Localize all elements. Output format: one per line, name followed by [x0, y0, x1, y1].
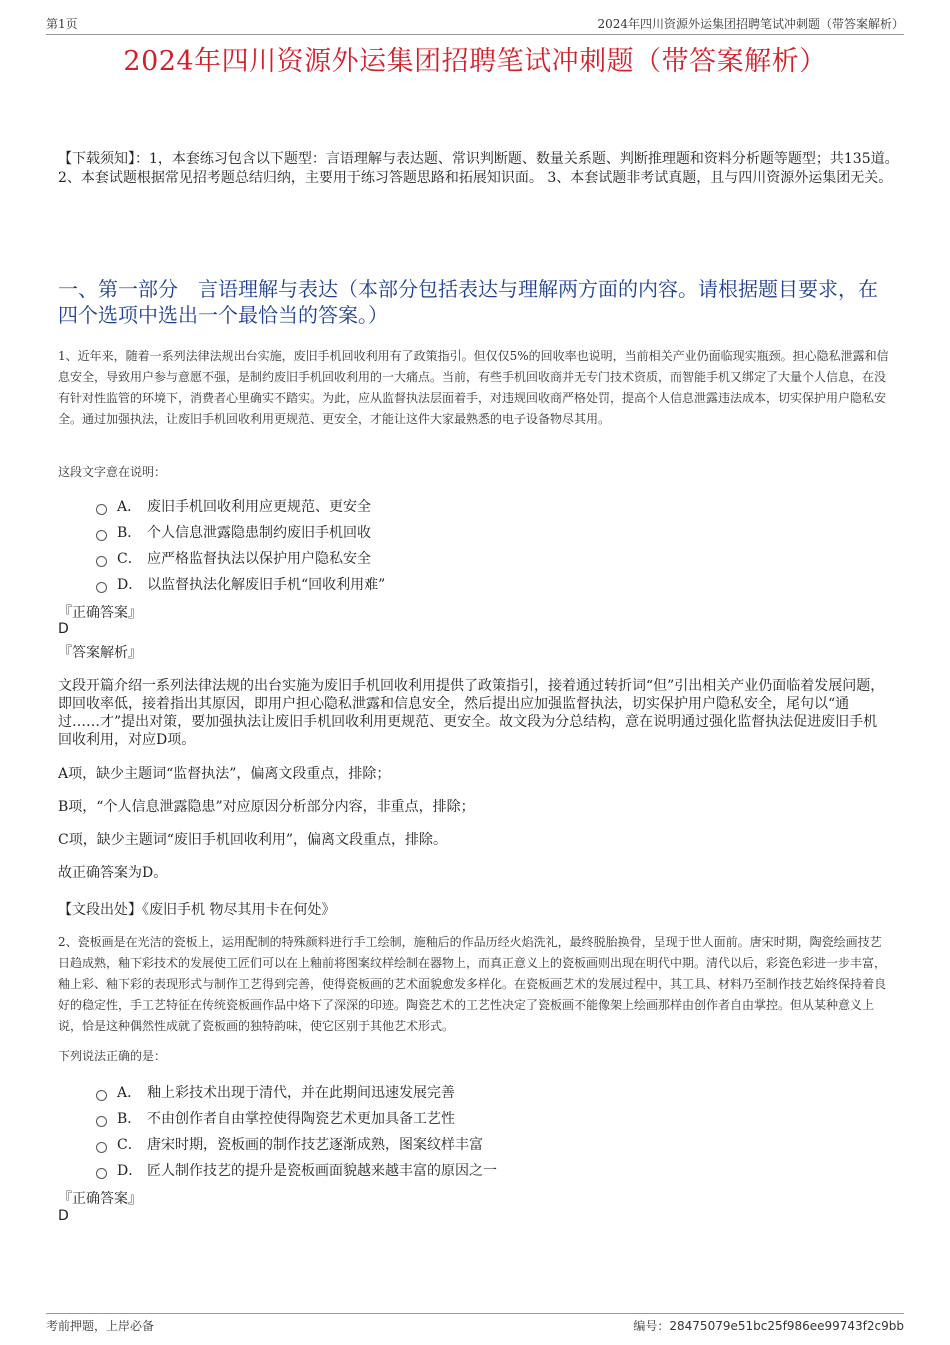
- header-doc-title: 2024年四川资源外运集团招聘笔试冲刺题（带答案解析）: [597, 17, 904, 31]
- option-text: 废旧手机回收利用应更规范、更安全: [147, 499, 371, 515]
- question-1-answer: D: [58, 621, 69, 637]
- page-footer: [46, 1313, 904, 1334]
- radio-icon[interactable]: [96, 530, 107, 541]
- question-2-options: [96, 1079, 497, 1183]
- question-1-option-c[interactable]: [96, 545, 385, 571]
- option-text: 应严格监督执法以保护用户隐私安全: [147, 551, 371, 567]
- question-2-answer-label: 『正确答案』: [58, 1191, 142, 1207]
- footer-slogan: 考前押题，上岸必备: [46, 1319, 155, 1333]
- option-letter: A．: [117, 499, 142, 515]
- document-title: 2024年四川资源外运集团招聘笔试冲刺题（带答案解析）: [123, 46, 827, 77]
- option-text: 以监督执法化解废旧手机“回收利用难”: [147, 577, 386, 593]
- question-1-prompt: 这段文字意在说明：: [58, 465, 167, 479]
- radio-icon[interactable]: [96, 1116, 107, 1127]
- option-letter: C．: [117, 551, 142, 567]
- page-number: 第1页: [46, 17, 78, 31]
- option-letter: B．: [117, 1111, 142, 1127]
- question-1-analysis-a: A项，缺少主题词“监督执法”，偏离文段重点，排除；: [58, 766, 391, 782]
- question-1-analysis-b: B项，“个人信息泄露隐患”对应原因分析部分内容，非重点，排除；: [58, 799, 475, 815]
- radio-icon[interactable]: [96, 582, 107, 593]
- question-2-option-d[interactable]: [96, 1157, 497, 1183]
- radio-icon[interactable]: [96, 1142, 107, 1153]
- question-1-analysis-main: 文段开篇介绍一系列法律法规的出台实施为废旧手机回收利用提供了政策指引，接着通过转折词“但”引出相关产业仍面临着发展问题，即回收率低，接着指出其原因，即用户担心隐私泄露和信息安全，然后提出应加强监督执法，切实保护用户隐私安全，尾句以“通过……才”提出对策，要加强执法让废旧手机回收利用更规范、更安全。故文段为分总结构，意在说明通过强化监督执法促进废旧手机回收利用，对应D项。: [58, 678, 885, 748]
- option-text: 不由创作者自由掌控使得陶瓷艺术更加具备工艺性: [147, 1111, 455, 1127]
- question-2-option-b[interactable]: [96, 1105, 497, 1131]
- footer-code-line: [633, 1317, 904, 1334]
- question-1-analysis-label: 『答案解析』: [58, 645, 142, 661]
- question-1-analysis-conclusion: 故正确答案为D。: [58, 865, 168, 881]
- question-1-option-d[interactable]: [96, 571, 385, 597]
- option-letter: B．: [117, 525, 142, 541]
- question-1-option-b[interactable]: [96, 519, 385, 545]
- radio-icon[interactable]: [96, 1090, 107, 1101]
- option-letter: D．: [117, 1163, 143, 1179]
- option-letter: D．: [117, 577, 143, 593]
- question-2-prompt: 下列说法正确的是：: [58, 1049, 167, 1063]
- option-letter: A．: [117, 1085, 142, 1101]
- option-text: 唐宋时期，瓷板画的制作技艺逐渐成熟，图案纹样丰富: [147, 1137, 483, 1153]
- footer-code-label: 编号：: [633, 1319, 670, 1333]
- option-text: 个人信息泄露隐患制约废旧手机回收: [147, 525, 371, 541]
- download-notice: 【下载须知】：1，本套练习包含以下题型：言语理解与表达题、常识判断题、数量关系题、判断推理题和资料分析题等题型；共135道。 2、本套试题根据常见招考题总结归纳，主要用于练习答题思路和拓展知识面。 3、本套试题非考试真题，且与四川资源外运集团无关。: [58, 151, 899, 186]
- question-1-analysis-c: C项，缺少主题词“废旧手机回收利用”，偏离文段重点，排除。: [58, 832, 448, 848]
- question-1-options: [96, 493, 385, 597]
- question-1-source: 【文段出处】《废旧手机 物尽其用卡在何处》: [58, 902, 336, 918]
- footer-code: 28475079e51bc25f986ee99743f2c9bb: [669, 1319, 904, 1333]
- option-text: 釉上彩技术出现于清代，并在此期间迅速发展完善: [147, 1085, 455, 1101]
- question-2-answer: D: [58, 1208, 69, 1224]
- radio-icon[interactable]: [96, 1168, 107, 1179]
- question-2-option-a[interactable]: [96, 1079, 497, 1105]
- option-text: 匠人制作技艺的提升是瓷板画面貌越来越丰富的原因之一: [147, 1163, 497, 1179]
- option-letter: C．: [117, 1137, 142, 1153]
- question-2-option-c[interactable]: [96, 1131, 497, 1157]
- question-1-answer-label: 『正确答案』: [58, 605, 142, 621]
- question-1-text: 1、近年来，随着一系列法律法规出台实施，废旧手机回收利用有了政策指引。但仅仅5%的回收率也说明，当前相关产业仍面临现实瓶颈。担心隐私泄露和信息安全，导致用户参与意愿不强，是制约废旧手机回收利用的一大痛点。当前，有些手机回收商并无专门技术资质，而智能手机又绑定了大量个人信息，在没有针对性监管的环境下，消费者心里确实不踏实。为此，应从监督执法层面着手，对违规回收商严格处罚，提高个人信息泄露违法成本，切实保护用户隐私安全。通过加强执法，让废旧手机回收利用更规范、更安全，才能让这件大家最熟悉的电子设备物尽其用。: [58, 349, 889, 426]
- page-header: [46, 14, 904, 35]
- question-1-option-a[interactable]: [96, 493, 385, 519]
- section-title: 一、第一部分 言语理解与表达（本部分包括表达与理解两方面的内容。请根据题目要求，在四个选项中选出一个最恰当的答案。）: [58, 277, 878, 327]
- radio-icon[interactable]: [96, 556, 107, 567]
- question-2-text: 2、瓷板画是在光洁的瓷板上，运用配制的特殊颜料进行手工绘制，施釉后的作品历经火焰洗礼，最终脱胎换骨，呈现于世人面前。唐宋时期，陶瓷绘画技艺日趋成熟，釉下彩技术的发展使工匠们可以在上釉前将图案纹样绘制在器物上，而真正意义上的瓷板画则出现在明代中期。清代以后，彩瓷色彩进一步丰富，釉上彩、釉下彩的表现形式与制作工艺得到完善，使得瓷板画的艺术面貌愈发多样化。在瓷板画艺术的发展过程中，其工具、材料乃至制作技艺始终保持着良好的稳定性，手工艺特征在传统瓷板画作品中烙下了深深的印迹。陶瓷艺术的工艺性决定了瓷板画不能像架上绘画那样由创作者自由掌控。但从某种意义上说，恰是这种偶然性成就了瓷板画的独特韵味，使它区别于其他艺术形式。: [58, 935, 887, 1033]
- radio-icon[interactable]: [96, 504, 107, 515]
